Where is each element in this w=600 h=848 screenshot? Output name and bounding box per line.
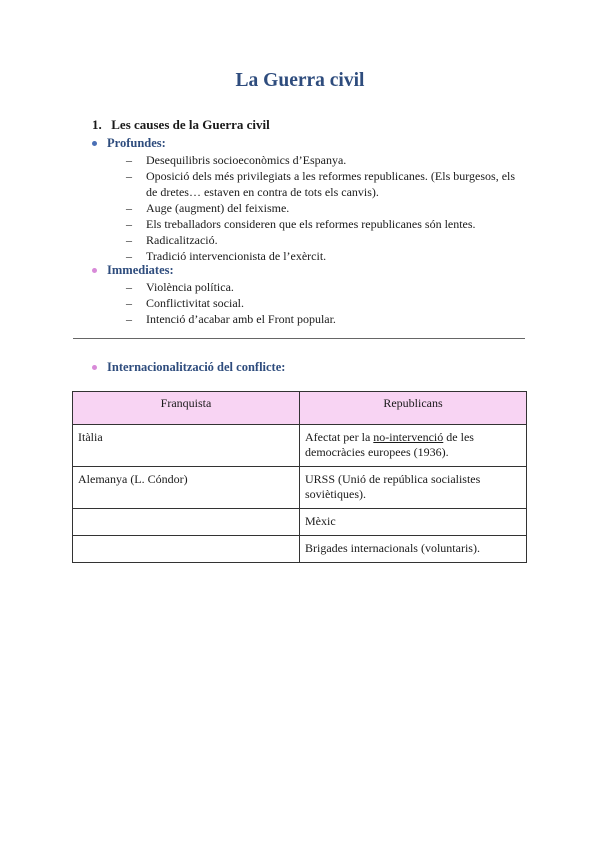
list-item: – Intenció d’acabar amb el Front popular. xyxy=(126,312,336,326)
table-cell: Mèxic xyxy=(300,509,527,536)
header-republicans: Republicans xyxy=(300,392,527,425)
section-heading-text: Les causes de la Guerra civil xyxy=(111,117,270,132)
immediates-label xyxy=(92,263,174,278)
table-row xyxy=(73,536,527,563)
profundes-list xyxy=(126,152,526,264)
support-table xyxy=(72,391,527,563)
table-row xyxy=(73,467,527,509)
dash-icon: – xyxy=(126,233,132,247)
dash-icon: – xyxy=(126,201,132,215)
immediates-list xyxy=(126,279,526,327)
list-item: – Oposició dels més privilegiats a les reformes republicanes. (Els burgesos, els de dretes… estaven en contra de tots els canvis). xyxy=(126,169,516,199)
section-heading xyxy=(92,117,270,133)
table-row xyxy=(73,425,527,467)
list-item: – Desequilibris socioeconòmics d’Espanya. xyxy=(126,153,347,167)
table-cell xyxy=(73,536,300,563)
table-cell xyxy=(73,509,300,536)
dash-icon: – xyxy=(126,296,132,310)
table-header-row xyxy=(73,392,527,425)
dash-icon: – xyxy=(126,153,132,167)
internationalization-label-text: Internacionalització del conflicte: xyxy=(107,360,286,374)
dash-icon: – xyxy=(126,169,132,183)
list-item: – Conflictivitat social. xyxy=(126,296,244,310)
dash-icon: – xyxy=(126,249,132,263)
page-title: La Guerra civil xyxy=(235,70,365,91)
dash-icon: – xyxy=(126,280,132,294)
list-item: – Els treballadors consideren que els reformes republicanes són lentes. xyxy=(126,217,476,231)
dash-icon: – xyxy=(126,217,132,231)
list-item: – Tradició intervencionista de l’exèrcit. xyxy=(126,249,327,263)
list-item: – Auge (augment) del feixisme. xyxy=(126,201,290,215)
horizontal-divider xyxy=(73,338,525,339)
section-number: 1. xyxy=(92,117,102,132)
list-item: – Radicalització. xyxy=(126,233,218,247)
table-cell: Afectat per la no-intervenció de les democràcies europees (1936). xyxy=(300,425,527,467)
table-cell: Itàlia xyxy=(73,425,300,467)
bullet-icon xyxy=(92,141,97,146)
bullet-icon xyxy=(92,268,97,273)
bullet-icon xyxy=(92,365,97,370)
profundes-label-text: Profundes: xyxy=(107,136,166,150)
table-cell: URSS (Unió de república socialistes soviètiques). xyxy=(300,467,527,509)
table-cell: Brigades internacionals (voluntaris). xyxy=(300,536,527,563)
table-row xyxy=(73,509,527,536)
table-cell: Alemanya (L. Cóndor) xyxy=(73,467,300,509)
underlined-term: no-intervenció xyxy=(373,430,444,444)
internationalization-label xyxy=(92,360,285,375)
header-franquista: Franquista xyxy=(73,392,300,425)
immediates-label-text: Immediates: xyxy=(107,263,174,277)
profundes-label xyxy=(92,136,166,151)
dash-icon: – xyxy=(126,312,132,326)
list-item: – Violència política. xyxy=(126,280,234,294)
